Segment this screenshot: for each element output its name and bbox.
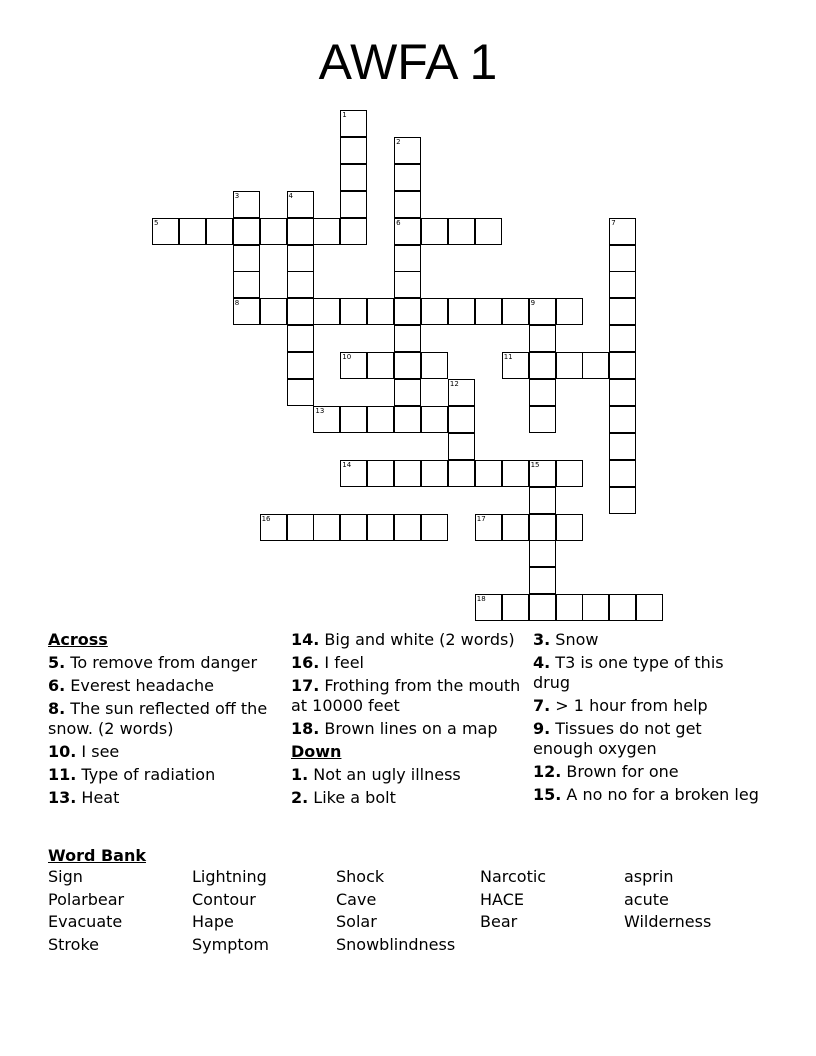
grid-cell[interactable]: [448, 298, 475, 325]
grid-cell[interactable]: [421, 460, 448, 487]
grid-cell[interactable]: [367, 298, 394, 325]
grid-cell[interactable]: [394, 137, 421, 164]
down-clue: [533, 785, 763, 805]
word-bank-item: Hape: [192, 912, 234, 931]
clue-text: Everest headache: [65, 676, 215, 695]
grid-cell[interactable]: [609, 325, 636, 352]
grid-cell[interactable]: [394, 218, 421, 245]
grid-cell[interactable]: [502, 298, 529, 325]
grid-cell[interactable]: [502, 352, 529, 379]
word-bank-item: Symptom: [192, 934, 270, 954]
grid-cell[interactable]: [529, 298, 556, 325]
grid-cell[interactable]: [287, 245, 314, 272]
cell-number: 3: [234, 191, 240, 200]
clue-number: 11.: [48, 765, 77, 784]
grid-cell[interactable]: [287, 379, 314, 406]
grid-cell[interactable]: [529, 406, 556, 433]
grid-cell[interactable]: [340, 298, 367, 325]
word-bank-item: Wilderness: [624, 912, 712, 931]
grid-cell[interactable]: [421, 514, 448, 541]
puzzle-title: AWFA 1: [318, 34, 498, 90]
grid-cell[interactable]: [448, 406, 475, 433]
clue-number: 18.: [291, 719, 320, 738]
grid-cell[interactable]: [609, 406, 636, 433]
word-bank-item: asprin: [624, 867, 674, 886]
grid-cell[interactable]: [394, 325, 421, 352]
cell-number: 7: [611, 218, 616, 227]
cell-number: 2: [396, 137, 401, 146]
grid-cell[interactable]: [233, 245, 260, 272]
grid-cell[interactable]: [529, 540, 556, 567]
grid-cell[interactable]: [340, 514, 367, 541]
grid-cell[interactable]: [529, 594, 556, 621]
across-clue: [291, 719, 521, 739]
cell-number: 10: [342, 353, 352, 362]
grid-cell[interactable]: [556, 594, 583, 621]
grid-cell[interactable]: [340, 406, 367, 433]
grid-cell[interactable]: [609, 433, 636, 460]
grid-cell[interactable]: [233, 218, 260, 245]
word-bank-item: Bear: [480, 912, 518, 931]
grid-cell[interactable]: [556, 514, 583, 541]
grid-cell[interactable]: [475, 460, 502, 487]
grid-cell[interactable]: [448, 433, 475, 460]
grid-cell[interactable]: [502, 594, 529, 621]
clue-number: 6.: [48, 676, 66, 695]
word-bank-item: Narcotic: [480, 867, 547, 886]
grid-cell[interactable]: [475, 594, 502, 621]
word-bank-item: Evacuate: [48, 912, 123, 931]
grid-cell[interactable]: [421, 298, 448, 325]
across-clue: [291, 630, 521, 650]
clue-number: 15.: [533, 785, 562, 804]
grid-cell[interactable]: [340, 352, 367, 379]
across-clue: [291, 676, 521, 716]
clue-number: 13.: [48, 788, 77, 807]
down-clue: [533, 696, 763, 716]
grid-cell[interactable]: [394, 298, 421, 325]
cell-number: 18: [476, 595, 486, 604]
grid-cell[interactable]: [421, 406, 448, 433]
clue-number: 4.: [533, 653, 551, 672]
cell-number: 12: [449, 380, 459, 388]
grid-cell[interactable]: [340, 164, 367, 191]
down-clue: [533, 719, 763, 759]
clue-text: Big and white (2 words): [319, 630, 515, 649]
down-clue: [533, 762, 763, 782]
clue-number: 17.: [291, 676, 320, 695]
grid-cell[interactable]: [475, 218, 502, 245]
word-bank-heading: Word Bank: [48, 846, 147, 865]
grid-cell[interactable]: [340, 218, 367, 245]
clue-number: 1.: [291, 765, 309, 784]
clue-text: The sun reflected off the snow. (2 words): [48, 699, 268, 738]
clue-text: > 1 hour from help: [550, 696, 708, 715]
grid-cell[interactable]: [609, 487, 636, 514]
word-bank-item: Solar: [336, 912, 377, 931]
cell-number: 1: [342, 111, 347, 119]
grid-cell[interactable]: [609, 379, 636, 406]
grid-cell[interactable]: [421, 218, 448, 245]
grid-cell[interactable]: [260, 514, 287, 541]
grid-cell[interactable]: [529, 487, 556, 514]
clue-number: 12.: [533, 762, 562, 781]
grid-cell[interactable]: [529, 514, 556, 541]
grid-cell[interactable]: [233, 191, 260, 218]
grid-cell[interactable]: [609, 245, 636, 272]
grid-cell[interactable]: [609, 352, 636, 379]
clue-text: A no no for a broken leg: [561, 785, 759, 804]
grid-cell[interactable]: [394, 164, 421, 191]
word-bank-item: Stroke: [48, 934, 99, 954]
grid-cell[interactable]: [313, 406, 340, 433]
clue-text: To remove from danger: [65, 653, 258, 672]
grid-cell[interactable]: [636, 594, 663, 621]
word-bank-item: Lightning: [192, 867, 267, 886]
grid-cell[interactable]: [502, 460, 529, 487]
cell-number: 15: [530, 460, 540, 469]
down-heading: Down: [291, 742, 342, 761]
clue-text: Heat: [76, 788, 120, 807]
grid-cell[interactable]: [287, 352, 314, 379]
across-clue: [48, 676, 278, 696]
clue-number: 3.: [533, 630, 551, 649]
down-clue: [291, 765, 521, 785]
word-bank-item: HACE: [480, 889, 524, 909]
grid-cell[interactable]: [206, 218, 233, 245]
grid-cell[interactable]: [340, 137, 367, 164]
grid-cell[interactable]: [556, 460, 583, 487]
clue-number: 2.: [291, 788, 309, 807]
grid-cell[interactable]: [448, 460, 475, 487]
word-bank-item: Sign: [48, 867, 83, 886]
grid-cell[interactable]: [152, 218, 179, 245]
clue-number: 10.: [48, 742, 77, 761]
word-bank-item: Cave: [336, 889, 377, 909]
clue-text: Not an ugly illness: [308, 765, 461, 784]
grid-cell[interactable]: [394, 514, 421, 541]
clue-number: 16.: [291, 653, 320, 672]
grid-cell[interactable]: [287, 218, 314, 245]
word-bank-item: Polarbear: [48, 889, 125, 909]
grid-cell[interactable]: [394, 460, 421, 487]
grid-cell[interactable]: [340, 110, 367, 137]
grid-cell[interactable]: [421, 352, 448, 379]
grid-cell[interactable]: [233, 271, 260, 298]
grid-cell[interactable]: [287, 271, 314, 298]
grid-cell[interactable]: [367, 514, 394, 541]
clue-text: I see: [76, 742, 120, 761]
down-clue: [291, 788, 521, 808]
grid-cell[interactable]: [394, 271, 421, 298]
cell-number: 17: [476, 514, 486, 523]
grid-cell[interactable]: [287, 514, 314, 541]
grid-cell[interactable]: [448, 379, 475, 406]
cell-number: 8: [234, 299, 240, 308]
clue-number: 9.: [533, 719, 551, 738]
grid-cell[interactable]: [394, 352, 421, 379]
clue-text: T3 is one type of this drug: [533, 653, 724, 692]
across-clue: [48, 653, 278, 673]
grid-cell[interactable]: [233, 298, 260, 325]
grid-cell[interactable]: [367, 460, 394, 487]
grid-cell[interactable]: [609, 218, 636, 245]
clue-text: Brown for one: [561, 762, 679, 781]
grid-cell[interactable]: [340, 191, 367, 218]
grid-cell[interactable]: [313, 514, 340, 541]
grid-cell[interactable]: [556, 352, 583, 379]
word-bank-item: Snowblindness: [336, 934, 456, 954]
clue-number: 8.: [48, 699, 66, 718]
grid-cell[interactable]: [475, 514, 502, 541]
grid-cell[interactable]: [340, 460, 367, 487]
grid-cell[interactable]: [179, 218, 206, 245]
grid-cell[interactable]: [609, 460, 636, 487]
clue-text: Tissues do not get enough oxygen: [533, 719, 702, 758]
cell-number: 5: [154, 218, 159, 227]
grid-cell[interactable]: [260, 218, 287, 245]
grid-cell[interactable]: [609, 298, 636, 325]
grid-cell[interactable]: [287, 191, 314, 218]
down-clue: [533, 653, 763, 693]
across-clue: [291, 653, 521, 673]
clue-text: Snow: [550, 630, 599, 649]
grid-cell[interactable]: [529, 460, 556, 487]
word-bank-item: Shock: [336, 867, 385, 886]
grid-cell[interactable]: [287, 325, 314, 352]
grid-cell[interactable]: [394, 379, 421, 406]
grid-cell[interactable]: [529, 352, 556, 379]
grid-cell[interactable]: [502, 514, 529, 541]
grid-cell[interactable]: [582, 352, 609, 379]
across-clue: [48, 742, 278, 762]
grid-cell[interactable]: [529, 567, 556, 594]
clue-text: Type of radiation: [76, 765, 216, 784]
down-clues-list: [291, 765, 521, 808]
down-clue: [533, 630, 763, 650]
grid-cell[interactable]: [556, 298, 583, 325]
cell-number: 4: [288, 191, 293, 200]
clue-text: I feel: [319, 653, 364, 672]
grid-cell[interactable]: [367, 406, 394, 433]
grid-cell[interactable]: [529, 325, 556, 352]
grid-cell[interactable]: [367, 352, 394, 379]
grid-cell[interactable]: [609, 271, 636, 298]
clue-number: 14.: [291, 630, 320, 649]
clues-column-3: [533, 630, 763, 808]
grid-cell[interactable]: [475, 298, 502, 325]
clue-number: 5.: [48, 653, 66, 672]
cell-number: 16: [261, 514, 271, 523]
clue-text: Like a bolt: [308, 788, 396, 807]
grid-cell[interactable]: [529, 379, 556, 406]
down-clues-list-continued: [533, 630, 763, 805]
grid-cell[interactable]: [609, 594, 636, 621]
word-bank-item: Contour: [192, 889, 256, 909]
grid-cell[interactable]: [582, 594, 609, 621]
across-clues-list-continued: [291, 630, 521, 739]
grid-cell[interactable]: [394, 245, 421, 272]
across-clue: [48, 788, 278, 808]
cell-number: 14: [342, 460, 352, 469]
cell-number: 6: [396, 218, 401, 227]
grid-cell[interactable]: [394, 191, 421, 218]
cell-number: 9: [530, 299, 536, 308]
cell-number: 13: [315, 406, 325, 415]
clue-text: Frothing from the mouth at 10000 feet: [291, 676, 521, 715]
word-bank-item: acute: [624, 889, 669, 909]
grid-cell[interactable]: [260, 298, 287, 325]
across-clue: [48, 765, 278, 785]
grid-cell[interactable]: [287, 298, 314, 325]
clue-text: Brown lines on a map: [319, 719, 498, 738]
clues-column-1: [48, 630, 278, 811]
grid-cell[interactable]: [313, 218, 340, 245]
clue-number: 7.: [533, 696, 551, 715]
grid-cell[interactable]: [448, 218, 475, 245]
across-clue: [48, 699, 278, 739]
grid-cell[interactable]: [313, 298, 340, 325]
cell-number: 11: [503, 353, 513, 362]
grid-cell[interactable]: [394, 406, 421, 433]
across-clues-list: [48, 653, 278, 808]
across-heading: Across: [48, 630, 108, 649]
clues-column-2: [291, 630, 521, 811]
